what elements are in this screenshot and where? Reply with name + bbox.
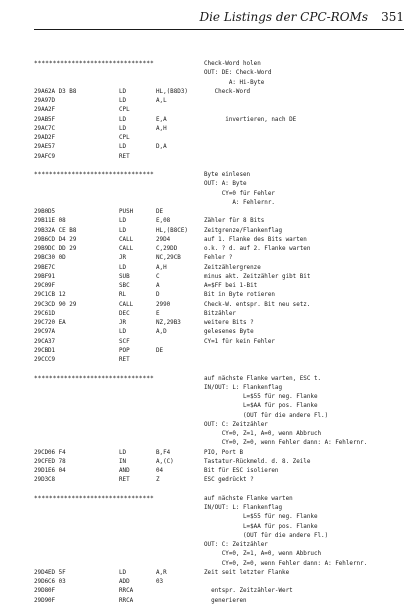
hex-bytes: DC DD 29: [48, 246, 77, 252]
operand: A,D: [156, 329, 167, 336]
comment: minus akt. Zeitzähler gibt Bit: [204, 273, 311, 280]
comment-line: [34, 79, 408, 88]
code-line: [34, 282, 408, 291]
address: 29D8: [34, 588, 49, 595]
address: 29B0: [34, 209, 49, 215]
address: 29C6: [34, 310, 49, 317]
code-line: [34, 134, 408, 143]
comment-line: [34, 421, 408, 430]
code-line: [34, 254, 408, 263]
section-separator: [34, 60, 408, 69]
hex-bytes: 37: [48, 338, 56, 345]
hex-bytes: 7D: [48, 98, 56, 104]
operand: E,A: [156, 116, 167, 123]
mnemonic: RET: [119, 153, 130, 160]
hex-bytes: 1E 08: [48, 218, 66, 225]
comment: auf 1. Flanke des Bits warten: [204, 236, 307, 243]
mnemonic: LD: [119, 227, 127, 234]
comment-line: [34, 393, 408, 402]
hex-bytes: 2A D3 B8: [48, 88, 77, 95]
code-line: [34, 338, 408, 347]
section-separator: [34, 495, 408, 504]
mnemonic: RRCA: [119, 597, 134, 604]
code-line: [34, 328, 408, 337]
separator-stars: ********************************: [34, 61, 154, 67]
comment: CY=0, Z=0, wenn Fehler dann: A: Fehlernr.: [204, 440, 368, 447]
address: 29C0: [34, 283, 49, 289]
comment: Zeitzählergrenze: [204, 264, 261, 271]
mnemonic: LD: [119, 449, 127, 456]
mnemonic: LD: [119, 264, 127, 271]
mnemonic: LD: [119, 116, 127, 123]
operand: B,F4: [156, 449, 171, 456]
address: 29D9: [34, 597, 49, 604]
comment: gelesenes Byte: [204, 329, 254, 336]
operand: A,R: [156, 569, 167, 576]
section-separator: [34, 375, 408, 384]
mnemonic: AND: [119, 468, 130, 474]
operand: DE: [156, 347, 164, 354]
operand: HL,(B8CE): [156, 227, 188, 234]
comment: Byte einlesen: [204, 172, 251, 178]
hex-bytes: 57: [48, 144, 56, 151]
operand: D,A: [156, 144, 167, 151]
comment: A=$FF bei 1-Bit: [204, 283, 258, 289]
operand: NC,29CB: [156, 255, 181, 262]
code-line: [34, 208, 408, 217]
hex-bytes: 2F: [48, 135, 56, 141]
comment: Zeitgrenze/Flankenflag: [204, 227, 283, 234]
mnemonic: LD: [119, 329, 127, 336]
comment: Check-Word: [204, 88, 251, 95]
mnemonic: RET: [119, 357, 130, 363]
hex-bytes: ED 5F: [48, 569, 66, 576]
hex-bytes: 7C: [48, 125, 56, 132]
code-line: [34, 356, 408, 365]
address: 29B6: [34, 236, 49, 243]
code-line: [34, 587, 408, 596]
hex-bytes: 1D: [48, 310, 56, 317]
mnemonic: CPL: [119, 107, 130, 114]
comment: Zeit seit letzter Flanke: [204, 569, 290, 576]
comment: L=$55 für neg. Flanke: [204, 394, 318, 400]
hex-bytes: 7A: [48, 329, 56, 336]
comment: entspr. Zeitzähler-Wert: [204, 588, 293, 595]
hex-bytes: 7C: [48, 264, 56, 271]
operand: A,H: [156, 264, 167, 271]
mnemonic: ADD: [119, 579, 130, 585]
comment: auf nächste Flanke warten: [204, 495, 293, 502]
separator-stars: ********************************: [34, 375, 154, 382]
code-line: [34, 291, 408, 300]
address: 29BC: [34, 255, 49, 262]
mnemonic: CALL: [119, 301, 134, 308]
operand: 04: [156, 468, 164, 474]
mnemonic: SUB: [119, 273, 130, 280]
comment-line: [34, 541, 408, 550]
comment-line: [34, 69, 408, 78]
mnemonic: LD: [119, 218, 127, 225]
code-line: [34, 153, 408, 162]
mnemonic: RL: [119, 292, 127, 299]
mnemonic: JR: [119, 255, 127, 262]
address: 29D6: [34, 579, 49, 585]
operand: A: [156, 283, 160, 289]
comment: CY=1 für kein Fehler: [204, 338, 275, 345]
comment: OUT: C: Zeitzähler: [204, 421, 268, 428]
comment: generieren: [204, 597, 247, 604]
hex-bytes: CD 90 29: [48, 301, 77, 308]
code-line: [34, 97, 408, 106]
page-number: 351: [381, 10, 404, 24]
operand: 29D4: [156, 236, 171, 243]
comment: Bitzähler: [204, 310, 236, 317]
comment: invertieren, nach DE: [204, 116, 297, 123]
code-line: [34, 578, 408, 587]
comment: Tastatur-Rückmeld. d. 8. Zeile: [204, 458, 311, 465]
address: 29BE: [34, 264, 49, 271]
code-line: [34, 264, 408, 273]
header-rule: [34, 29, 404, 30]
mnemonic: DEC: [119, 310, 130, 317]
address: 29B1: [34, 218, 49, 225]
comment: A: Hi-Byte: [204, 79, 265, 86]
comment-line: [34, 532, 408, 541]
code-line: [34, 106, 408, 115]
code-line: [34, 217, 408, 226]
code-line: [34, 449, 408, 458]
code-line: [34, 116, 408, 125]
mnemonic: RET: [119, 477, 130, 484]
comment: OUT: C: Zeitzähler: [204, 542, 268, 548]
comment-line: [34, 180, 408, 189]
assembly-listing: [34, 60, 408, 606]
address: 29C1: [34, 292, 49, 299]
address: 29CA: [34, 338, 49, 345]
address: 29D1: [34, 468, 49, 474]
operand: A,(C): [156, 458, 174, 465]
code-line: [34, 569, 408, 578]
code-line: [34, 301, 408, 310]
separator-stars: ********************************: [34, 495, 154, 502]
mnemonic: POP: [119, 347, 130, 354]
address: 29C3: [34, 301, 49, 308]
comment: L=$55 für neg. Flanke: [204, 514, 318, 521]
comment: CY=0, Z=0, wenn Fehler dann: A: Fehlernr.: [204, 560, 368, 567]
operand: D: [156, 292, 160, 299]
hex-bytes: D5: [48, 209, 56, 215]
operand: A,H: [156, 125, 167, 132]
comment: Bit in Byte rotieren: [204, 292, 275, 299]
comment-line: [34, 486, 408, 495]
comment-line: [34, 430, 408, 439]
address: 29CC: [34, 357, 49, 363]
hex-bytes: C9: [48, 153, 56, 160]
comment-line: [34, 504, 408, 513]
address: 29AE: [34, 144, 49, 151]
comment: CY=0, Z=1, A=0, wenn Abbruch: [204, 551, 322, 558]
code-line: [34, 273, 408, 282]
comment: ESC gedrückt ?: [204, 477, 254, 484]
operand: E: [156, 310, 160, 317]
mnemonic: RRCA: [119, 588, 134, 595]
comment-line: [34, 199, 408, 208]
hex-bytes: 2F: [48, 107, 56, 114]
hex-bytes: CB 12: [48, 292, 66, 299]
page-header: [34, 8, 404, 30]
comment: CY=0 für Fehler: [204, 190, 275, 197]
address: 29CB: [34, 347, 49, 354]
code-line: [34, 245, 408, 254]
hex-bytes: ED 78: [48, 458, 66, 465]
hex-bytes: 91: [48, 273, 56, 280]
code-line: [34, 310, 408, 319]
address: 29AB: [34, 116, 49, 123]
address: 29C7: [34, 320, 49, 326]
code-line: [34, 88, 408, 97]
address: 29CF: [34, 458, 49, 465]
comment: CY=0, Z=1, A=0, wenn Abbruch: [204, 431, 322, 437]
comment: (OUT für die andere Fl.): [204, 412, 329, 419]
comment: L=$AA für pos. Flanke: [204, 523, 318, 530]
code-line: [34, 319, 408, 328]
hex-bytes: CD D4 29: [48, 236, 77, 243]
code-line: [34, 476, 408, 485]
comment: Zähler für 8 Bits: [204, 218, 265, 225]
operand: A,L: [156, 98, 167, 104]
operand: E,08: [156, 218, 171, 225]
code-line: [34, 143, 408, 152]
comment-line: [34, 365, 408, 374]
mnemonic: CALL: [119, 246, 134, 252]
hex-bytes: 5F: [48, 116, 56, 123]
comment: L=$AA für pos. Flanke: [204, 403, 318, 410]
address: 29A9: [34, 98, 49, 104]
address: 29D4: [34, 569, 49, 576]
hex-bytes: 06 F4: [48, 449, 66, 456]
address: 29AA: [34, 107, 49, 114]
operand: DE: [156, 209, 164, 215]
hex-bytes: 9F: [48, 283, 56, 289]
mnemonic: LD: [119, 125, 127, 132]
address: 29AF: [34, 153, 49, 160]
comment: OUT: DE: Check-Word: [204, 70, 272, 77]
comment: Bit für ESC isolieren: [204, 468, 279, 474]
comment-line: [34, 523, 408, 532]
operand: Z: [156, 477, 160, 484]
comment: Fehler ?: [204, 255, 233, 262]
hex-bytes: 30 0D: [48, 255, 66, 262]
code-line: [34, 236, 408, 245]
operand: NZ,29B3: [156, 320, 181, 326]
address: 29B9: [34, 246, 49, 252]
comment-line: [34, 412, 408, 421]
address: 29AC: [34, 125, 49, 132]
code-line: [34, 458, 408, 467]
code-line: [34, 347, 408, 356]
code-line: [34, 227, 408, 236]
comment: IN/OUT: L: Flankenflag: [204, 505, 283, 511]
hex-bytes: 2A CE B8: [48, 227, 77, 234]
hex-bytes: C6 03: [48, 579, 66, 585]
comment-line: [34, 550, 408, 559]
comment: OUT: A: Byte: [204, 181, 247, 188]
address: 29BF: [34, 273, 49, 280]
address: 29AD: [34, 135, 49, 141]
comment-line: [34, 513, 408, 522]
mnemonic: SCF: [119, 338, 130, 345]
comment-line: [34, 439, 408, 448]
hex-bytes: 20 EA: [48, 320, 66, 326]
separator-stars: ********************************: [34, 172, 154, 178]
comment: (OUT für die andere Fl.): [204, 532, 329, 539]
comment-line: [34, 402, 408, 411]
hex-bytes: 0F: [48, 597, 56, 604]
hex-bytes: 0F: [48, 588, 56, 595]
address: 29D3: [34, 477, 49, 484]
hex-bytes: C8: [48, 477, 56, 484]
mnemonic: JR: [119, 320, 127, 326]
hex-bytes: E6 04: [48, 468, 66, 474]
running-title: Die Listings der CPC-ROMs: [199, 10, 368, 24]
comment: Check-Word holen: [204, 61, 261, 67]
mnemonic: PUSH: [119, 209, 134, 215]
comment: o.k. ? d. auf 2. Flanke warten: [204, 246, 311, 252]
mnemonic: LD: [119, 88, 127, 95]
comment: A: Fehlernr.: [204, 199, 275, 206]
hex-bytes: D1: [48, 347, 56, 354]
comment-line: [34, 384, 408, 393]
comment: weitere Bits ?: [204, 320, 254, 326]
comment: auf nächste Flanke warten, ESC t.: [204, 375, 322, 382]
operand: HL,(B8D3): [156, 88, 188, 95]
address: 29A6: [34, 88, 49, 95]
mnemonic: LD: [119, 144, 127, 151]
operand: C,29DD: [156, 246, 178, 252]
comment-line: [34, 560, 408, 569]
mnemonic: LD: [119, 98, 127, 104]
address: 29B3: [34, 227, 49, 234]
comment: PIO, Port B: [204, 449, 244, 456]
mnemonic: CPL: [119, 135, 130, 141]
comment-line: [34, 162, 408, 171]
code-line: [34, 467, 408, 476]
mnemonic: LD: [119, 569, 127, 576]
section-separator: [34, 171, 408, 180]
mnemonic: SBC: [119, 283, 130, 289]
operand: 03: [156, 579, 164, 585]
operand: C: [156, 273, 160, 280]
comment: Check-W. entspr. Bit neu setz.: [204, 301, 311, 308]
hex-bytes: C9: [48, 357, 56, 363]
mnemonic: IN: [119, 458, 127, 465]
code-line: [34, 597, 408, 606]
address: 29C9: [34, 329, 49, 336]
address: 29CD: [34, 449, 49, 456]
code-line: [34, 125, 408, 134]
mnemonic: CALL: [119, 236, 134, 243]
comment: IN/OUT: L: Flankenflag: [204, 384, 283, 391]
comment-line: [34, 190, 408, 199]
operand: 2990: [156, 301, 171, 308]
